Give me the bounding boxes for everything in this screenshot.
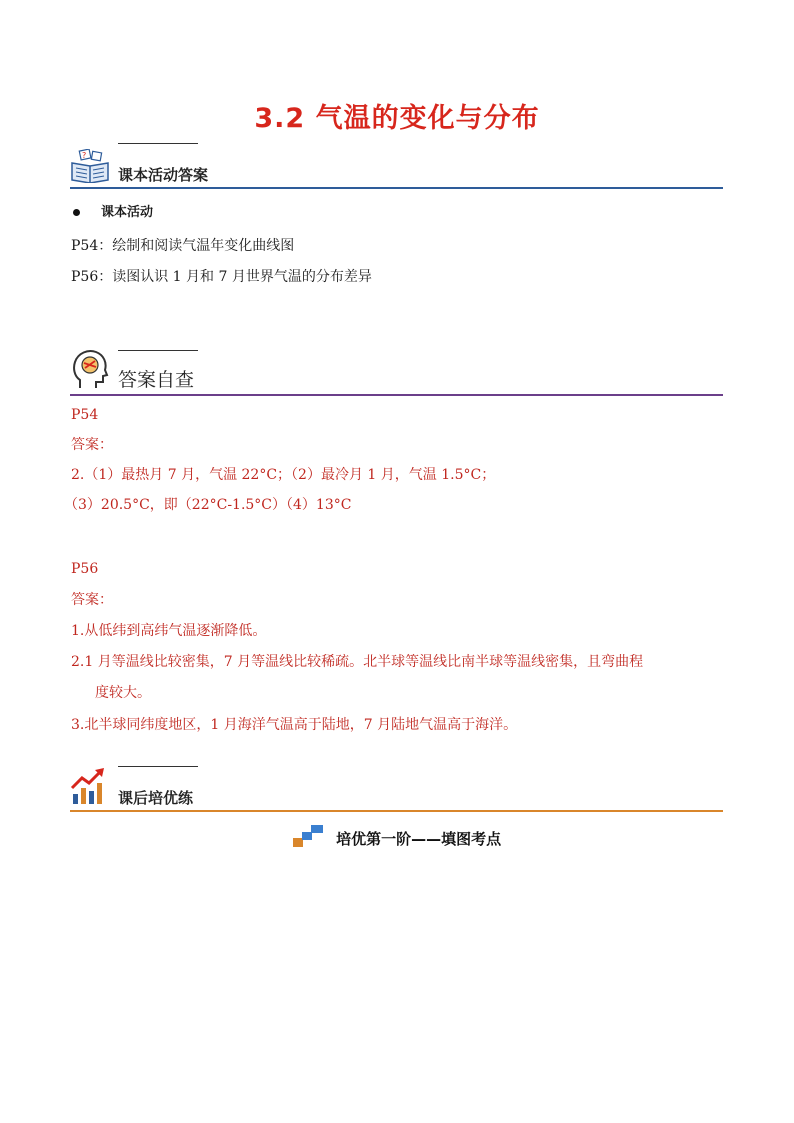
- subsection-heading: [0, 824, 794, 849]
- thinking-head-icon: [70, 348, 110, 394]
- section-header-textbook-answers: [70, 143, 723, 189]
- section-underline: [70, 187, 723, 189]
- subsection-title: 培优第一阶——填图考点: [336, 830, 502, 848]
- open-book-icon: [70, 149, 110, 187]
- answer-line: 1.从低纬到高纬气温逐渐降低。: [71, 623, 267, 639]
- section-header-practice: [70, 766, 723, 812]
- page-title: 3.2 气温的变化与分布: [254, 103, 540, 134]
- bullet-dot: [73, 209, 80, 216]
- steps-icon: [293, 830, 336, 848]
- page-ref-p56: P56: [71, 561, 99, 577]
- section-underline: [70, 394, 723, 396]
- section-title: 课后培优练: [118, 789, 194, 807]
- answer-line-continued: 度较大。: [95, 685, 151, 701]
- section-header-self-check: [70, 350, 723, 396]
- bullet-heading: 课本活动: [101, 205, 154, 220]
- section-underline: [70, 810, 723, 812]
- svg-text:?: ?: [82, 151, 87, 160]
- section-header-rule-short: [118, 766, 198, 767]
- answer-line: 2.（1）最热月 7 月，气温 22°C；（2）最冷月 1 月，气温 1.5°C；: [71, 467, 496, 483]
- answer-line: 3.北半球同纬度地区，1 月海洋气温高于陆地，7 月陆地气温高于海洋。: [71, 717, 518, 733]
- page-ref-p54: P54: [71, 407, 99, 423]
- answer-label: 答案：: [71, 592, 113, 608]
- growth-chart-icon: [70, 766, 108, 810]
- activity-line-p56: P56：读图认识 1 月和 7 月世界气温的分布差异: [71, 269, 372, 285]
- activity-line-p54: P54：绘制和阅读气温年变化曲线图: [71, 238, 295, 254]
- section-title: 答案自查: [118, 369, 195, 391]
- answer-line: （3）20.5°C，即（22°C-1.5°C）（4）13°C: [64, 497, 352, 513]
- section-header-rule-short: [118, 143, 198, 144]
- section-title: 课本活动答案: [118, 166, 209, 184]
- section-header-rule-short: [118, 350, 198, 351]
- answer-label: 答案：: [71, 437, 113, 453]
- answer-line: 2.1 月等温线比较密集，7 月等温线比较稀疏。北半球等温线比南半球等温线密集，且弯曲程: [71, 654, 644, 670]
